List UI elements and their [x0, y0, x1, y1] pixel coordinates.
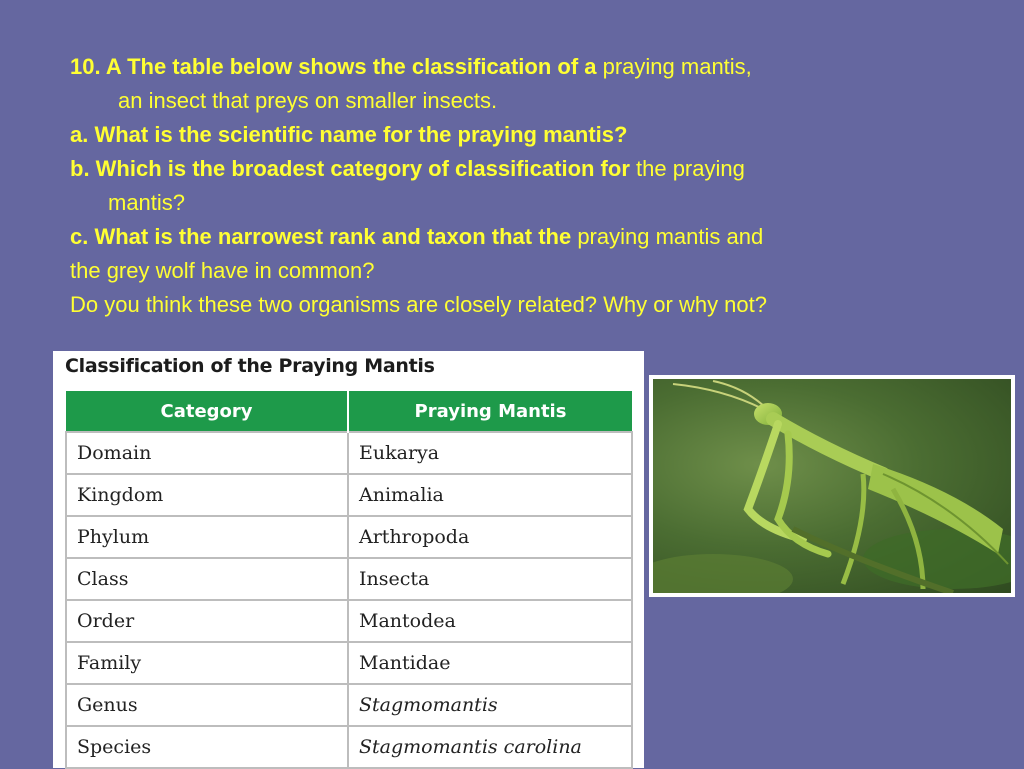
- category-cell: Order: [66, 600, 348, 642]
- table-row: [66, 516, 632, 558]
- table-title: Classification of the Praying Mantis: [65, 355, 435, 377]
- category-cell: Species: [66, 726, 348, 768]
- taxon-cell: Animalia: [348, 474, 632, 516]
- taxon-cell: Arthropoda: [348, 516, 632, 558]
- table-header-row: [66, 391, 632, 432]
- taxon-cell: Stagmomantis carolina: [348, 726, 632, 768]
- category-cell: Class: [66, 558, 348, 600]
- table-row: [66, 600, 632, 642]
- praying-mantis-photo: [653, 379, 1011, 593]
- category-cell: Kingdom: [66, 474, 348, 516]
- question-d: Do you think these two organisms are closely related? Why or why not?: [70, 292, 767, 317]
- table-row: [66, 474, 632, 516]
- question-a: a. What is the scientific name for the praying mantis?: [70, 122, 628, 147]
- table-row: [66, 684, 632, 726]
- question-c: c. What is the narrowest rank and taxon that the praying mantis and: [70, 224, 764, 249]
- question-c-cont: the grey wolf have in common?: [70, 258, 375, 283]
- questions-block: [70, 50, 1000, 322]
- taxon-cell: Mantodea: [348, 600, 632, 642]
- question-10: 10. A The table below shows the classification of a praying mantis,: [70, 54, 752, 79]
- category-cell: Family: [66, 642, 348, 684]
- taxon-cell: Eukarya: [348, 432, 632, 474]
- classification-table-panel: [53, 351, 644, 768]
- praying-mantis-illustration: [653, 379, 1011, 593]
- mantis-photo-frame: [649, 375, 1015, 597]
- table-row: [66, 642, 632, 684]
- category-cell: Phylum: [66, 516, 348, 558]
- header-praying-mantis: Praying Mantis: [348, 391, 632, 432]
- table-row: [66, 432, 632, 474]
- taxon-cell: Insecta: [348, 558, 632, 600]
- taxon-cell: Stagmomantis: [348, 684, 632, 726]
- question-b: b. Which is the broadest category of classification for the praying: [70, 156, 745, 181]
- table-row: [66, 726, 632, 768]
- header-category: Category: [66, 391, 348, 432]
- category-cell: Genus: [66, 684, 348, 726]
- table-row: [66, 558, 632, 600]
- category-cell: Domain: [66, 432, 348, 474]
- question-b-cont: mantis?: [108, 190, 186, 215]
- classification-table: [65, 391, 633, 769]
- question-10-cont: an insect that preys on smaller insects.: [118, 88, 498, 113]
- taxon-cell: Mantidae: [348, 642, 632, 684]
